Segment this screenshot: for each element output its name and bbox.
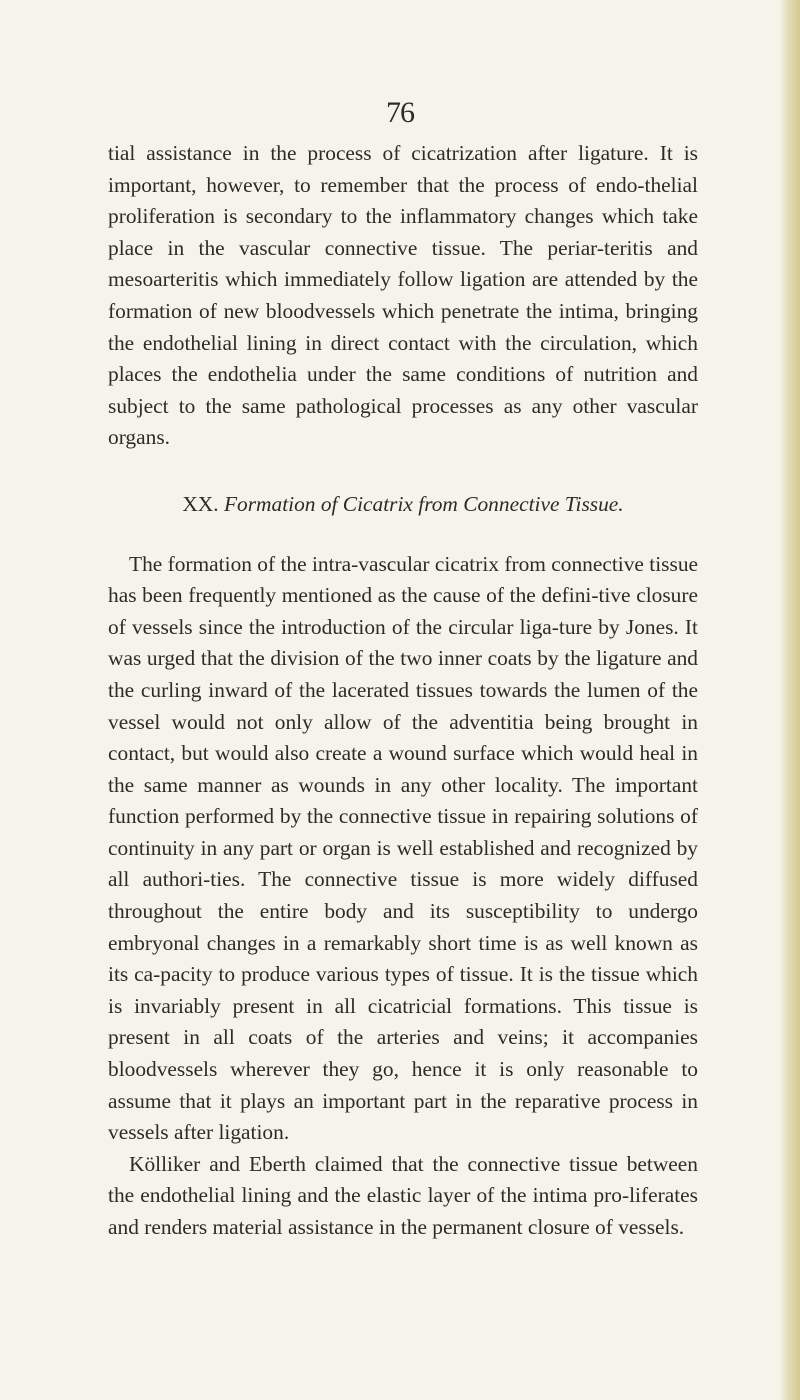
paragraph: Kölliker and Eberth claimed that the connective tissue between the endothelial lining and the elastic layer of the intima pro-liferates and renders material assistance in the permanent closure of vessels. — [108, 1151, 698, 1239]
paragraph: The formation of the intra-vascular cicatrix from connective tissue has been frequently mentioned as the cause of the defini-tive closure of vessels since the introduction of the circular liga-ture by Jones. It was urged that the division of the two inner coats by the ligature and the curling inward of the lacerated tissues towards the lumen of the vessel would not only allow of the adventitia being brought in contact, but would also create a wound surface which would heal in the same manner as wounds in any other locality. The important function performed by the connective tissue in repairing solutions of continuity in any part or organ is well established and recognized by all authori-ties. The connective tissue is more widely diffused throughout the entire body and its susceptibility to undergo embryonal changes in a remarkably short time is as well known as its ca-pacity to produce various types of tissue. It is the tissue which is invariably present in all cicatricial formations. This tissue is present in all coats of the arteries and veins; it accompanies bloodvessels wherever they go, hence it is only reasonable to assume that it plays an important part in the reparative process in vessels after ligation. — [108, 551, 699, 1145]
page-body — [108, 138, 698, 1244]
page-number: 76 — [386, 96, 414, 129]
page-edge — [780, 0, 800, 1400]
section-number: XX. — [182, 491, 219, 516]
paragraph-continued: tial assistance in the process of cicatrization after ligature. It is important, however, to remember that the process of endo-thelial proliferation is secondary to the inflammatory changes which take place in the vascular connective tissue. The periar-teritis and mesoarteritis which immediately follow ligation are attended by the formation of new bloodvessels which penetrate the intima, bringing the endothelial lining in direct contact with the circulation, which places the endothelia under the same conditions of nutrition and subject to the same pathological processes as any other vascular organs. — [108, 141, 698, 450]
section-title: Formation of Cicatrix from Connective Tissue. — [223, 491, 624, 516]
section-heading — [108, 489, 698, 521]
